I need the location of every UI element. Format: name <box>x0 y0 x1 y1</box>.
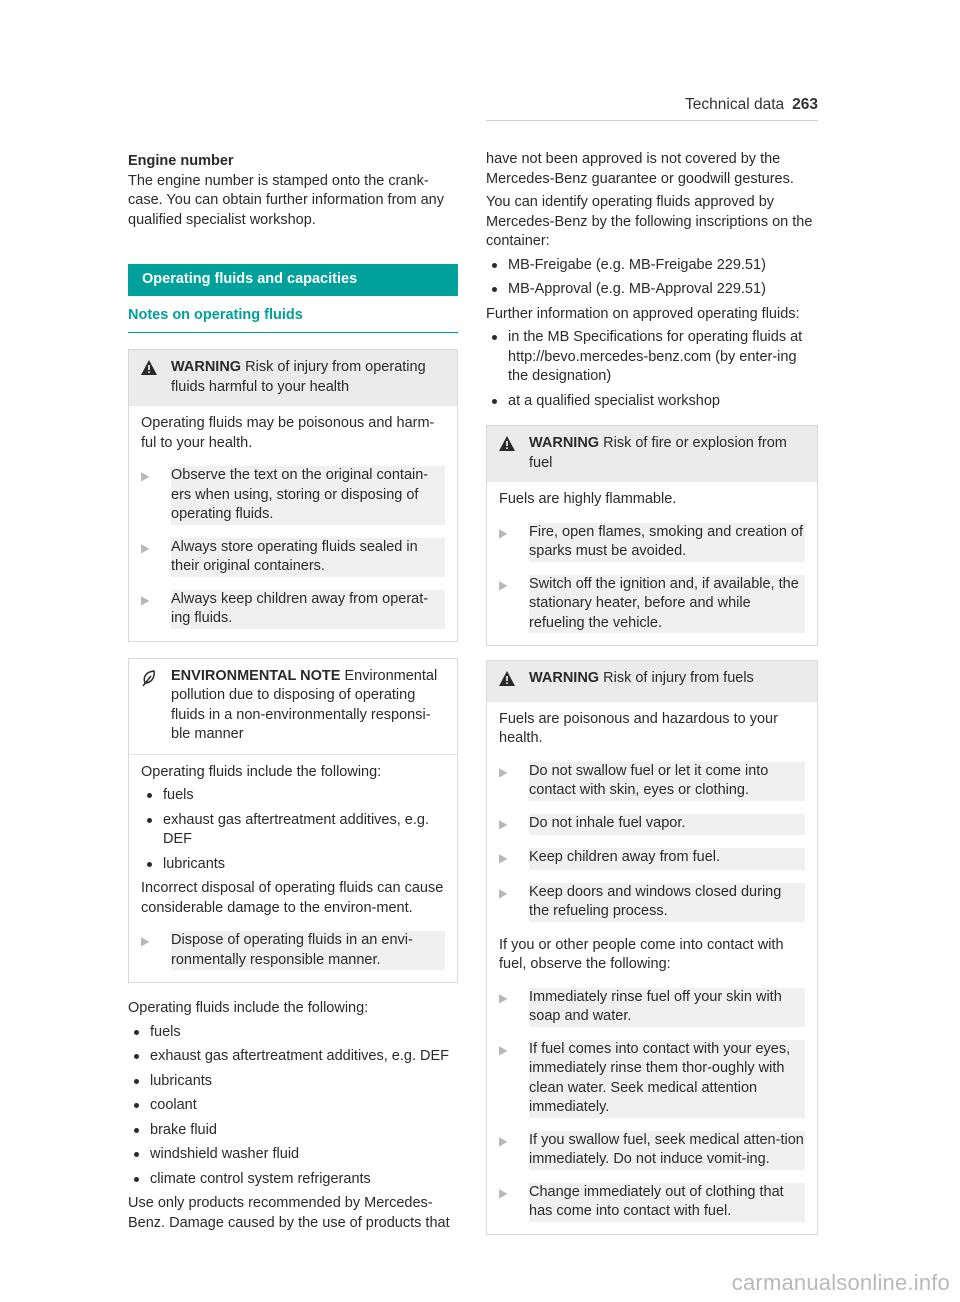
env-note-header <box>129 659 457 754</box>
warning-body-2: If you or other people come into contact with fuel, observe the following: <box>499 936 784 972</box>
warning-title: Risk of injury from fuels <box>603 670 754 686</box>
step-text: Switch off the ignition and, if available, the stationary heater, before and while refueling the vehicle. <box>529 575 805 634</box>
fluids-intro: Operating fluids include the following: <box>128 1000 369 1016</box>
step-arrow-icon: ▶ <box>499 1134 508 1149</box>
step-arrow-icon: ▶ <box>141 593 150 608</box>
step-item <box>499 1183 805 1222</box>
warning-header <box>129 350 457 406</box>
env-note-title: Environmental pollution due to disposing of operating fluids in a non-environmentally responsi-ble manner <box>171 667 438 742</box>
warning-title: Risk of injury from operating fluids harmful to your health <box>171 359 426 395</box>
step-arrow-icon: ▶ <box>499 765 508 780</box>
step-arrow-icon: ▶ <box>499 526 508 541</box>
step-text: Keep children away from fuel. <box>529 848 805 870</box>
step-text: Observe the text on the original contain-ers when using, storing or disposing of operating fluids. <box>171 466 445 525</box>
list-item: MB-Approval (e.g. MB-Approval 229.51) <box>486 280 818 300</box>
step-text: If fuel comes into contact with your eyes, immediately rinse them thor-oughly with clean water. Seek medical attention immediately. <box>529 1040 805 1118</box>
step-arrow-icon: ▶ <box>499 817 508 832</box>
step-text: Do not swallow fuel or let it come into contact with skin, eyes or clothing. <box>529 762 805 801</box>
further-info-list <box>486 328 818 411</box>
list-item: brake fluid <box>128 1121 458 1141</box>
warning-body: Operating fluids may be poisonous and harm-ful to your health. <box>141 415 435 451</box>
list-item: exhaust gas aftertreatment additives, e.g. DEF <box>128 1047 458 1067</box>
right-column <box>486 150 818 1235</box>
list-item: coolant <box>128 1096 458 1116</box>
step-item <box>499 1131 805 1170</box>
header-rule <box>486 120 818 121</box>
step-item <box>499 848 805 870</box>
list-item: fuels <box>128 1023 458 1043</box>
further-info-text: Further information on approved operating fluids: <box>486 305 800 322</box>
step-item <box>499 883 805 922</box>
env-note-intro: Operating fluids include the following: <box>141 763 382 780</box>
list-item: MB-Freigabe (e.g. MB-Freigabe 229.51) <box>486 256 818 276</box>
warning-box-operating-fluids <box>128 349 458 642</box>
list-item: at a qualified specialist workshop <box>486 392 818 412</box>
step-arrow-icon: ▶ <box>499 1186 508 1201</box>
step-text: Change immediately out of clothing that has come into contact with fuel. <box>529 1183 805 1222</box>
warning-triangle-icon <box>499 669 529 693</box>
step-arrow-icon: ▶ <box>141 470 150 484</box>
identify-text: You can identify operating fluids approved by Mercedes-Benz by the following inscriptions on the container: <box>486 194 813 249</box>
step-item <box>141 590 445 629</box>
step-arrow-icon: ▶ <box>499 991 508 1006</box>
continued-text: have not been approved is not covered by the Mercedes-Benz guarantee or goodwill gestures. <box>486 151 794 187</box>
warning-box-fuel-injury <box>486 660 818 1235</box>
engine-number-heading: Engine number <box>128 153 234 169</box>
list-item: in the MB Specifications for operating fluids at http://bevo.mercedes-benz.com (by enter-ing the designation) <box>486 328 818 387</box>
step-arrow-icon: ▶ <box>499 852 508 866</box>
warning-label: WARNING <box>529 435 600 451</box>
warning-body: Fuels are poisonous and hazardous to your health. <box>499 710 778 746</box>
warning-label: WARNING <box>171 359 242 375</box>
inscriptions-list <box>486 256 818 300</box>
left-column <box>128 152 458 1233</box>
watermark: carmanualsonline.info <box>731 1270 950 1295</box>
list-item: exhaust gas aftertreatment additives, e.g. DEF <box>141 811 445 850</box>
step-item <box>499 762 805 801</box>
step-text: If you swallow fuel, seek medical atten-tion immediately. Do not induce vomit-ing. <box>529 1131 805 1170</box>
step-arrow-icon: ▶ <box>499 886 508 901</box>
warning-body: Fuels are highly flammable. <box>499 491 677 507</box>
list-item: fuels <box>141 786 445 806</box>
page-header <box>685 96 818 114</box>
list-item: climate control system refrigerants <box>128 1170 458 1190</box>
header-section-title: Technical data <box>685 96 785 113</box>
closing-text: Use only products recommended by Mercedes-Benz. Damage caused by the use of products that <box>128 1195 450 1231</box>
step-text: Do not inhale fuel vapor. <box>529 814 805 836</box>
warning-header <box>487 661 817 702</box>
step-text: Always keep children away from operat-ing fluids. <box>171 590 445 629</box>
step-item <box>141 931 445 970</box>
step-item <box>499 988 805 1027</box>
list-item: lubricants <box>141 855 445 875</box>
step-arrow-icon: ▶ <box>141 541 150 556</box>
env-note-list <box>141 786 445 874</box>
environment-leaf-icon <box>141 667 171 745</box>
step-arrow-icon: ▶ <box>499 578 508 593</box>
subsection-heading: Notes on operating fluids <box>128 296 458 334</box>
warning-box-fire-explosion <box>486 425 818 646</box>
list-item: windshield washer fluid <box>128 1145 458 1165</box>
step-text: Fire, open flames, smoking and creation of sparks must be avoided. <box>529 523 805 562</box>
step-text: Always store operating fluids sealed in their original containers. <box>171 538 445 577</box>
warning-header <box>487 426 817 482</box>
warning-triangle-icon <box>499 434 529 473</box>
step-item <box>499 523 805 562</box>
step-item <box>499 814 805 836</box>
warning-label: WARNING <box>529 670 600 686</box>
warning-triangle-icon <box>141 358 171 397</box>
step-item <box>141 538 445 577</box>
fluids-list <box>128 1023 458 1190</box>
environmental-note-box <box>128 658 458 984</box>
section-title-bar: Operating fluids and capacities <box>128 264 458 296</box>
step-text: Dispose of operating fluids in an envi-ronmentally responsible manner. <box>171 931 445 970</box>
engine-number-text: The engine number is stamped onto the crank-case. You can obtain further information from any qualified specialist workshop. <box>128 172 444 228</box>
env-note-body: Incorrect disposal of operating fluids can cause considerable damage to the environ-ment. <box>141 880 444 916</box>
step-item <box>499 575 805 634</box>
step-arrow-icon: ▶ <box>141 935 150 949</box>
step-arrow-icon: ▶ <box>499 1043 508 1058</box>
warning-title: Risk of fire or explosion from fuel <box>529 435 787 471</box>
step-text: Keep doors and windows closed during the refueling process. <box>529 883 805 922</box>
page-number: 263 <box>792 96 818 113</box>
step-item <box>499 1040 805 1118</box>
list-item: lubricants <box>128 1072 458 1092</box>
env-note-label: ENVIRONMENTAL NOTE <box>171 667 341 684</box>
step-item <box>141 466 445 525</box>
step-text: Immediately rinse fuel off your skin with soap and water. <box>529 988 805 1027</box>
